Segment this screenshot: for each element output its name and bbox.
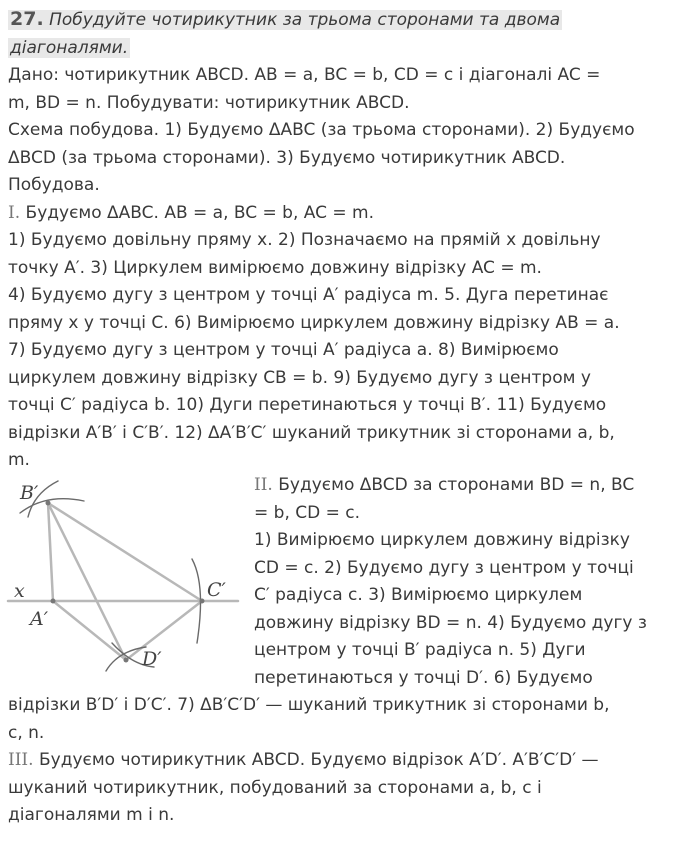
point-b bbox=[46, 501, 51, 506]
stage2-line: CD = c. 2) Будуємо дугу з центром у точці bbox=[254, 557, 634, 578]
stage2-line: 1) Вимірюємо циркулем довжину відрізку bbox=[254, 530, 630, 550]
stage2-tail bbox=[8, 692, 688, 747]
stage2-line: перетинаються у точці D′. 6) Будуємо bbox=[254, 667, 593, 688]
tail-text bbox=[8, 692, 688, 830]
stage1-line: m. bbox=[8, 450, 30, 470]
stage1-heading: Будуємо ΔABC. AB = a, BC = b, AC = m. bbox=[20, 202, 374, 223]
stage2-text bbox=[254, 472, 686, 692]
segment-a-d bbox=[53, 601, 126, 660]
scheme-paragraph bbox=[8, 117, 688, 200]
stage1-line: 4) Будуємо дугу з центром у точці A′ радіуса m. 5. Дуга перетинає bbox=[8, 285, 609, 305]
task-number: 27. bbox=[10, 8, 44, 30]
stage1-line: відрізки A′B′ і C′B′. 12) ΔA′B′C′ шуканий трикутник зі сторонами a, b, bbox=[8, 422, 615, 443]
segment-a-b bbox=[48, 503, 53, 601]
stage1-paragraph bbox=[8, 200, 688, 475]
label-d: D′ bbox=[142, 648, 162, 670]
stage3-line: діагоналями m і n. bbox=[8, 805, 175, 825]
label-a: A′ bbox=[30, 608, 49, 630]
stage2-heading: Будуємо ΔBCD за сторонами BD = n, BC bbox=[272, 475, 635, 495]
point-c bbox=[200, 599, 205, 604]
stage2-line: = b, CD = c. bbox=[254, 502, 361, 523]
stage1-line: 1) Будуємо довільну пряму x. 2) Позначаємо на прямій x довільну bbox=[8, 230, 601, 250]
task-title-box-2 bbox=[8, 38, 130, 58]
stage3-heading: Будуємо чотирикутник ABCD. Будуємо відрізок A′D′. A′B′C′D′ — bbox=[33, 750, 599, 770]
stage2-tail-line: відрізки B′D′ і D′C′. 7) ΔB′C′D′ — шуканий трикутник зі сторонами b, bbox=[8, 695, 610, 715]
task-title-line1: Побудуйте чотирикутник за трьома сторонами та двома bbox=[49, 10, 561, 30]
point-a bbox=[51, 599, 56, 604]
point-d bbox=[124, 658, 129, 663]
stage2-tail-line: c, n. bbox=[8, 722, 45, 743]
label-b: B′ bbox=[20, 482, 39, 504]
main-text bbox=[8, 6, 688, 475]
stage2-line: центром у точці B′ радіуса n. 5) Дуги bbox=[254, 640, 586, 660]
stage2-line: довжину відрізку BD = n. 4) Будуємо дугу з bbox=[254, 612, 647, 633]
stage1-line: 7) Будуємо дугу з центром у точці A′ радіуса a. 8) Вимірюємо bbox=[8, 340, 559, 360]
stage2-roman: II. bbox=[254, 475, 273, 495]
task-title-line2: діагоналями. bbox=[10, 37, 129, 58]
task-title-box bbox=[8, 10, 562, 30]
stage3-paragraph bbox=[8, 747, 688, 830]
given-line1: Дано: чотирикутник ABCD. AB = a, BC = b, CD = c і діагоналі AC = bbox=[8, 65, 601, 85]
label-x: x bbox=[14, 580, 25, 602]
construction-figure bbox=[6, 475, 242, 680]
given-line2: m, BD = n. Побудувати: чотирикутник ABCD. bbox=[8, 92, 410, 113]
stage3-roman: III. bbox=[8, 750, 34, 770]
stage2-line: C′ радіуса c. 3) Вимірюємо циркулем bbox=[254, 585, 583, 605]
stage1-line: точку A′. 3) Циркулем вимірюємо довжину відрізку AC = m. bbox=[8, 257, 542, 278]
scheme-line1: Схема побудова. 1) Будуємо ΔABC (за трьома сторонами). 2) Будуємо bbox=[8, 120, 635, 140]
segment-c-d bbox=[126, 601, 202, 660]
scheme-line3: Побудова. bbox=[8, 175, 100, 195]
stage1-line: пряму x у точці C. 6) Вимірюємо циркулем довжину відрізку AB = a. bbox=[8, 312, 620, 333]
given-paragraph bbox=[8, 62, 688, 117]
task-title bbox=[8, 6, 688, 62]
stage3-line: шуканий чотирикутник, побудований за сторонами a, b, c і bbox=[8, 777, 542, 798]
stage1-line: циркулем довжину відрізку CB = b. 9) Будуємо дугу з центром у bbox=[8, 367, 591, 388]
stage2-paragraph bbox=[254, 472, 686, 692]
stage1-roman: I. bbox=[8, 202, 21, 223]
stage1-line: точці C′ радіуса b. 10) Дуги перетинаються у точці B′. 11) Будуємо bbox=[8, 395, 607, 415]
scheme-line2: ΔBCD (за трьома сторонами). 3) Будуємо чотирикутник ABCD. bbox=[8, 147, 566, 168]
label-c: C′ bbox=[207, 579, 226, 601]
